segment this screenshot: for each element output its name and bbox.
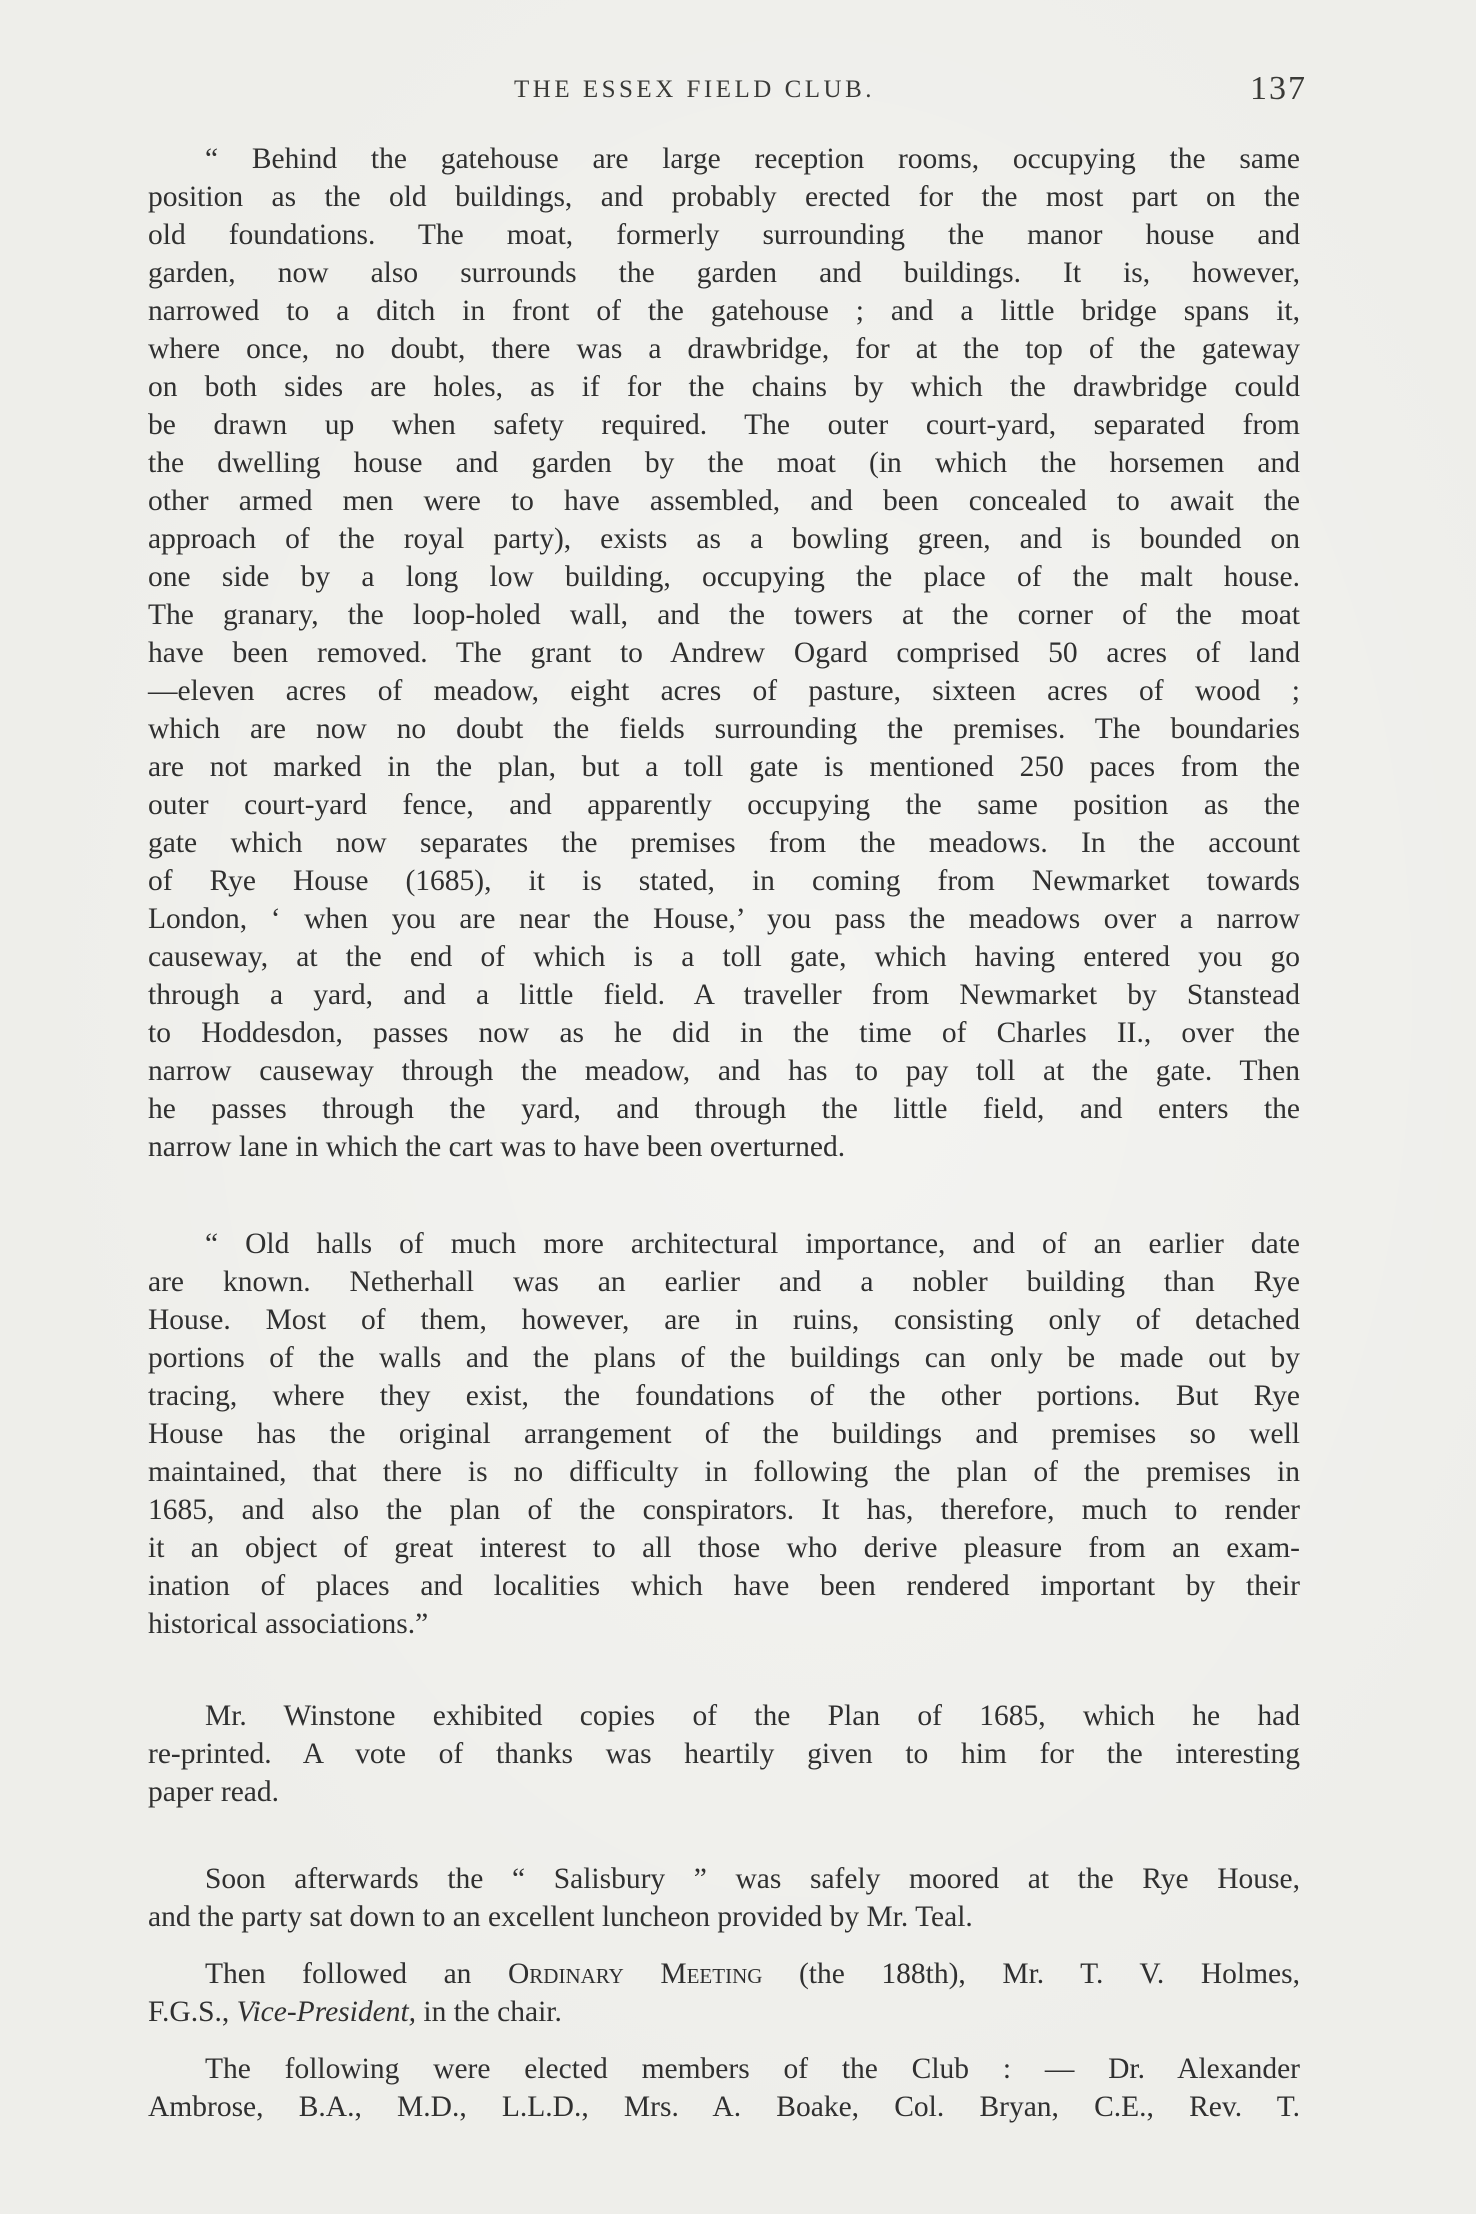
paragraph-1-line: The granary, the loop-holed wall, and the towers at the corner of the moat [148, 599, 1300, 631]
paragraph-1-line: narrow lane in which the cart was to have been overturned. [148, 1131, 846, 1163]
paragraph-2-line: it an object of great interest to all those who derive pleasure from an exam- [148, 1532, 1300, 1564]
paragraph-1-line: which are now no doubt the fields surrounding the premises. The boundaries [148, 713, 1300, 745]
running-head [0, 70, 1476, 120]
paragraph-2-line: portions of the walls and the plans of the buildings can only be made out by [148, 1342, 1300, 1374]
paragraph-1-line: to Hoddesdon, passes now as he did in the time of Charles II., over the [148, 1017, 1300, 1049]
segment: in the chair. [416, 1996, 562, 2028]
paragraph-1-line: have been removed. The grant to Andrew Ogard comprised 50 acres of land [148, 637, 1300, 669]
paragraph-1-line: be drawn up when safety required. The outer court-yard, separated from [148, 409, 1300, 441]
paragraph-1-line: narrow causeway through the meadow, and has to pay toll at the gate. Then [148, 1055, 1300, 1087]
paragraph-1-line: garden, now also surrounds the garden and buildings. It is, however, [148, 257, 1300, 289]
paragraph-1-line: narrowed to a ditch in front of the gatehouse ; and a little bridge spans it, [148, 295, 1300, 327]
paragraph-1-line: on both sides are holes, as if for the chains by which the drawbridge could [148, 371, 1300, 403]
paragraph-1-line: he passes through the yard, and through the little field, and enters the [148, 1093, 1300, 1125]
segment: F.G.S., [148, 1996, 237, 2028]
paragraph-6-line: The following were elected members of the Club : — Dr. Alexander [205, 2053, 1300, 2085]
paragraph-2-line: House has the original arrangement of the buildings and premises so well [148, 1418, 1300, 1450]
paragraph-2-line: historical associations.” [148, 1608, 429, 1640]
segment: (the 188th), Mr. T. V. Holmes, [762, 1958, 1300, 1990]
paragraph-1-line: outer court-yard fence, and apparently occupying the same position as the [148, 789, 1300, 821]
meeting-name: Ordinary Meeting [508, 1958, 763, 1990]
paragraph-1-line: gate which now separates the premises from the meadows. In the account [148, 827, 1300, 859]
paragraph-2-line: maintained, that there is no difficulty in following the plan of the premises in [148, 1456, 1300, 1488]
paragraph-2-line: ination of places and localities which have been rendered important by their [148, 1570, 1300, 1602]
paragraph-1-line: through a yard, and a little field. A traveller from Newmarket by Stanstead [148, 979, 1300, 1011]
paragraph-1-line: London, ‘ when you are near the House,’ you pass the meadows over a narrow [148, 903, 1300, 935]
segment: Then followed an [205, 1958, 508, 1990]
paragraph-1-line: one side by a long low building, occupying the place of the malt house. [148, 561, 1300, 593]
paragraph-1-line: approach of the royal party), exists as a bowling green, and is bounded on [148, 523, 1300, 555]
page-number: 137 [1250, 70, 1307, 107]
paragraph-1-line: where once, no doubt, there was a drawbridge, for at the top of the gateway [148, 333, 1300, 365]
paragraph-1-line: other armed men were to have assembled, and been concealed to await the [148, 485, 1300, 517]
paragraph-2-line: tracing, where they exist, the foundations of the other portions. But Rye [148, 1380, 1300, 1412]
paragraph-5-line [148, 1993, 1300, 2031]
paragraph-1-line: of Rye House (1685), it is stated, in coming from Newmarket towards [148, 865, 1300, 897]
paragraph-5-line [205, 1955, 1300, 1993]
paragraph-3-line: paper read. [148, 1776, 280, 1808]
paragraph-3-line: Mr. Winstone exhibited copies of the Plan of 1685, which he had [205, 1700, 1300, 1732]
paragraph-1-line: old foundations. The moat, formerly surrounding the manor house and [148, 219, 1300, 251]
running-title: THE ESSEX FIELD CLUB. [514, 76, 875, 103]
paragraph-2-line: 1685, and also the plan of the conspirators. It has, therefore, much to render [148, 1494, 1300, 1526]
paragraph-1-line: —eleven acres of meadow, eight acres of pasture, sixteen acres of wood ; [148, 675, 1300, 707]
paragraph-2-line: House. Most of them, however, are in ruins, consisting only of detached [148, 1304, 1300, 1336]
paragraph-3-line: re-printed. A vote of thanks was heartily given to him for the interesting [148, 1738, 1300, 1770]
chair-title: Vice-President, [236, 1996, 417, 2028]
paragraph-2-line: are known. Netherhall was an earlier and a nobler building than Rye [148, 1266, 1300, 1298]
paragraph-4-line: and the party sat down to an excellent luncheon provided by Mr. Teal. [148, 1901, 973, 1933]
paragraph-6-line: Ambrose, B.A., M.D., L.L.D., Mrs. A. Boake, Col. Bryan, C.E., Rev. T. [148, 2091, 1300, 2123]
paragraph-2-line: “ Old halls of much more architectural importance, and of an earlier date [205, 1228, 1300, 1260]
paragraph-1-line: are not marked in the plan, but a toll gate is mentioned 250 paces from the [148, 751, 1300, 783]
paragraph-1-line: position as the old buildings, and probably erected for the most part on the [148, 181, 1300, 213]
paragraph-1-line: “ Behind the gatehouse are large reception rooms, occupying the same [205, 143, 1300, 175]
paragraph-1-line: causeway, at the end of which is a toll gate, which having entered you go [148, 941, 1300, 973]
paragraph-4-line: Soon afterwards the “ Salisbury ” was safely moored at the Rye House, [205, 1863, 1300, 1895]
paragraph-1-line: the dwelling house and garden by the moat (in which the horsemen and [148, 447, 1300, 479]
